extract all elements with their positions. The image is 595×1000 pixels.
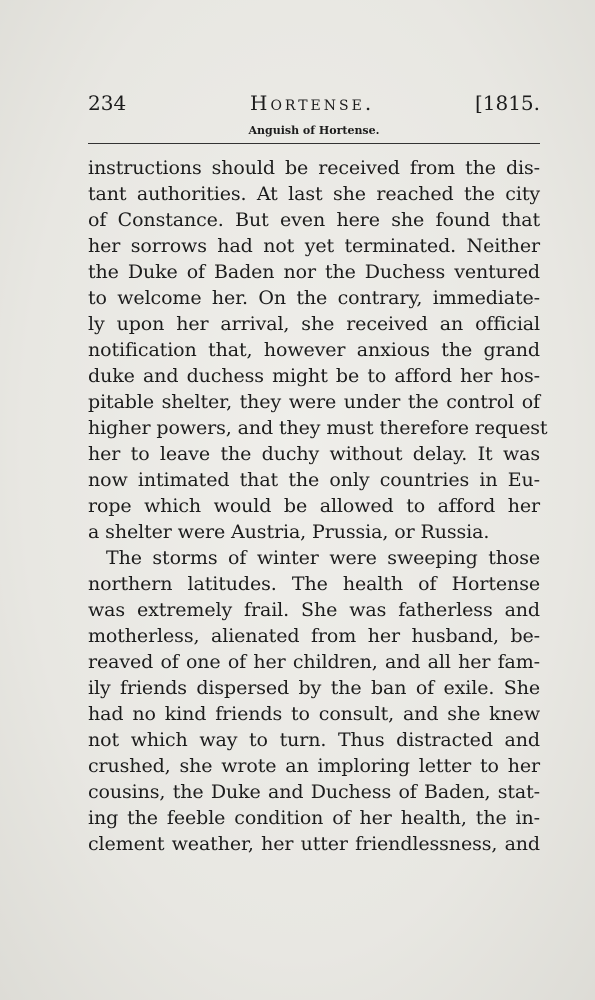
body-text (88, 155, 548, 857)
text-line: a shelter were Austria, Prussia, or Russia. (88, 521, 490, 543)
running-title: Hortense. (250, 91, 375, 115)
section-subheading: Anguish of Hortense. (248, 124, 380, 137)
text-line: clement weather, her utter friendlessness, and (88, 833, 540, 855)
text-line: instructions should be received from the dis- (88, 157, 540, 179)
header-rule (88, 143, 540, 144)
text-line: crushed, she wrote an imploring letter to her (88, 755, 540, 777)
page-number: 234 (88, 91, 127, 115)
text-line: to welcome her. On the contrary, immediate- (88, 287, 540, 309)
text-line: pitable shelter, they were under the control of (88, 391, 540, 413)
text-line: not which way to turn. Thus distracted and (88, 729, 540, 751)
text-line: the Duke of Baden nor the Duchess ventured (88, 261, 540, 283)
text-line: notification that, however anxious the grand (88, 339, 540, 361)
text-line: now intimated that the only countries in Eu- (88, 469, 540, 491)
text-line: of Constance. But even here she found that (88, 209, 540, 231)
text-line: reaved of one of her children, and all her fam- (88, 651, 540, 673)
text-line: her to leave the duchy without delay. It was (88, 443, 540, 465)
header-year: [1815. (474, 91, 540, 115)
text-line: was extremely frail. She was fatherless and (88, 599, 540, 621)
text-line: had no kind friends to consult, and she knew (88, 703, 540, 725)
text-line: higher powers, and they must therefore request (88, 417, 548, 439)
text-line: tant authorities. At last she reached the city (88, 183, 540, 205)
text-line: her sorrows had not yet terminated. Neither (88, 235, 540, 257)
text-line: ly upon her arrival, she received an official (88, 313, 540, 335)
text-line: duke and duchess might be to afford her hos- (88, 365, 540, 387)
page-header (88, 90, 540, 116)
text-line: ing the feeble condition of her health, the in- (88, 807, 540, 829)
text-line: rope which would be allowed to afford her (88, 495, 540, 517)
text-line: The storms of winter were sweeping those (106, 547, 540, 569)
text-line: motherless, alienated from her husband, be- (88, 625, 540, 647)
text-line: cousins, the Duke and Duchess of Baden, stat- (88, 781, 540, 803)
text-line: ily friends dispersed by the ban of exile. She (88, 677, 540, 699)
text-line: northern latitudes. The health of Hortense (88, 573, 540, 595)
